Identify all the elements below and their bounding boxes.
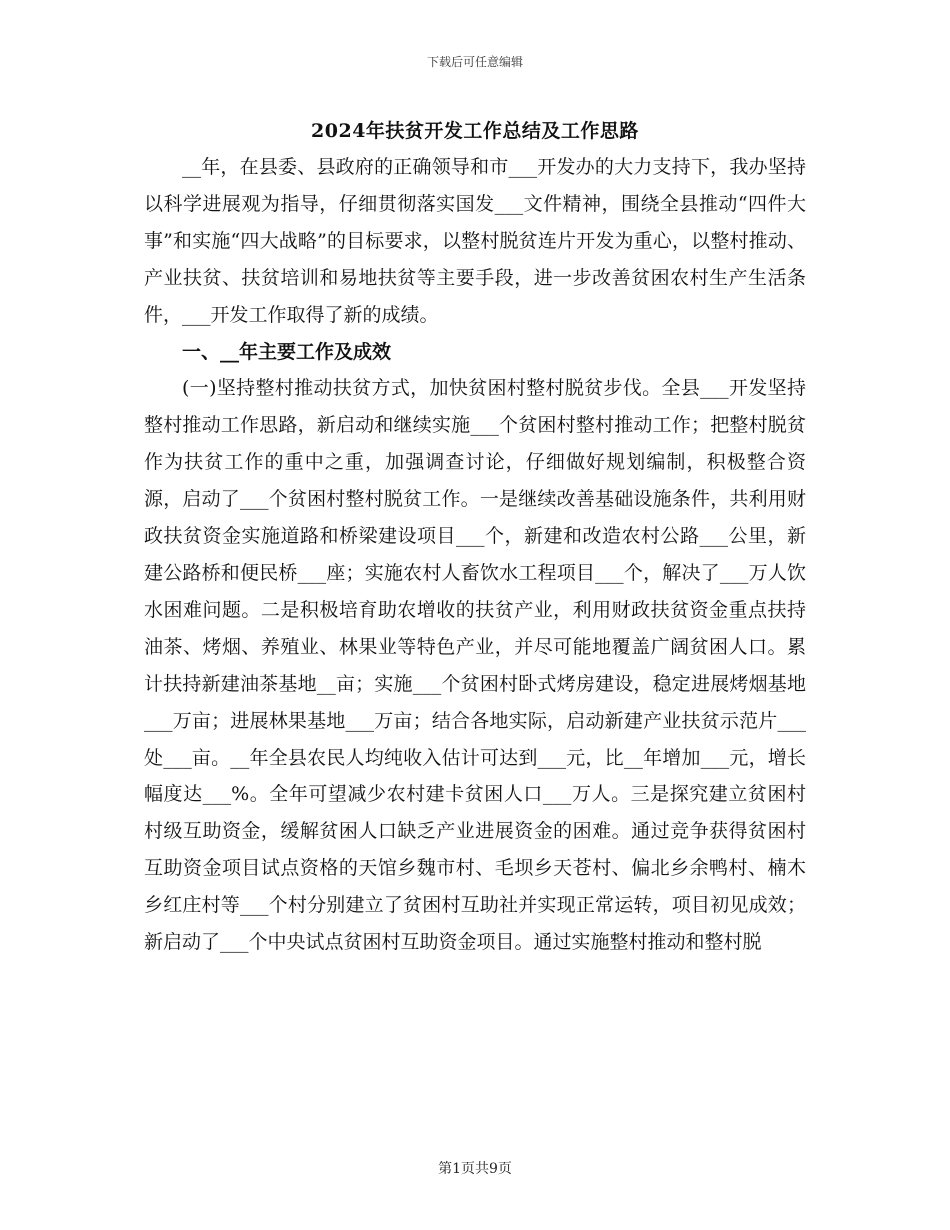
page-header-note: 下载后可任意编辑 <box>426 55 523 69</box>
section-paragraph: (一)坚持整村推动扶贫方式，加快贫困村整村脱贫步伐。全县___开发坚持整村推动工作思路，新启动和继续实施___个贫困村整村推动工作；把整村脱贫作为扶贫工作的重中之重，加强调查讨论，仔细做好规划编制，积极整合资源，启动了___个贫困村整村脱贫工作。一是继续改善基础设施条件，共利用财政扶贫资金实施道路和桥梁建设项目___个，新建和改造农村公路___公里，新建公路桥和便民桥___座；实施农村人畜饮水工程项目___个，解决了___万人饮水困难问题。二是积极培育助农增收的扶贫产业，利用财政扶贫资金重点扶持油茶、烤烟、养殖业、林果业等特色产业，并尽可能地覆盖广阔贫困人口。累计扶持新建油茶基地__亩；实施___个贫困村卧式烤房建设，稳定进展烤烟基地___万亩；进展林果基地___万亩；结合各地实际，启动新建产业扶贫示范片___处___亩。__年全县农民人均纯收入估计可达到___元，比__年增加___元，增长幅度达___%。全年可望减少农村建卡贫困人口___万人。三是探究建立贫困村村级互助资金，缓解贫困人口缺乏产业进展资金的困难。通过竞争获得贫困村互助资金项目试点资格的天馆乡魏市村、毛坝乡天苍村、偏北乡余鸭村、楠木乡红庄村等___个村分别建立了贫困村互助社并实现正常运转，项目初见成效；新启动了___个中央试点贫困村互助资金项目。通过实施整村推动和整村脱 <box>144 377 806 954</box>
section-heading: 一、__年主要工作及成效 <box>182 340 392 363</box>
intro-paragraph: __年，在县委、县政府的正确领导和市___开发办的大力支持下，我办坚持以科学进展观为指导，仔细贯彻落实国发___文件精神，围绕全县推动“四件大事”和实施“四大战略”的目标要求，以整村脱贫连片开发为重心，以整村推动、产业扶贫、扶贫培训和易地扶贫等主要手段，进一步改善贫困农村生产生活条件，___开发工作取得了新的成绩。 <box>144 156 806 326</box>
document-title: 2024年扶贫开发工作总结及工作思路 <box>311 120 639 142</box>
document-body <box>144 149 806 961</box>
page-number: 第1页共9页 <box>438 1161 512 1177</box>
